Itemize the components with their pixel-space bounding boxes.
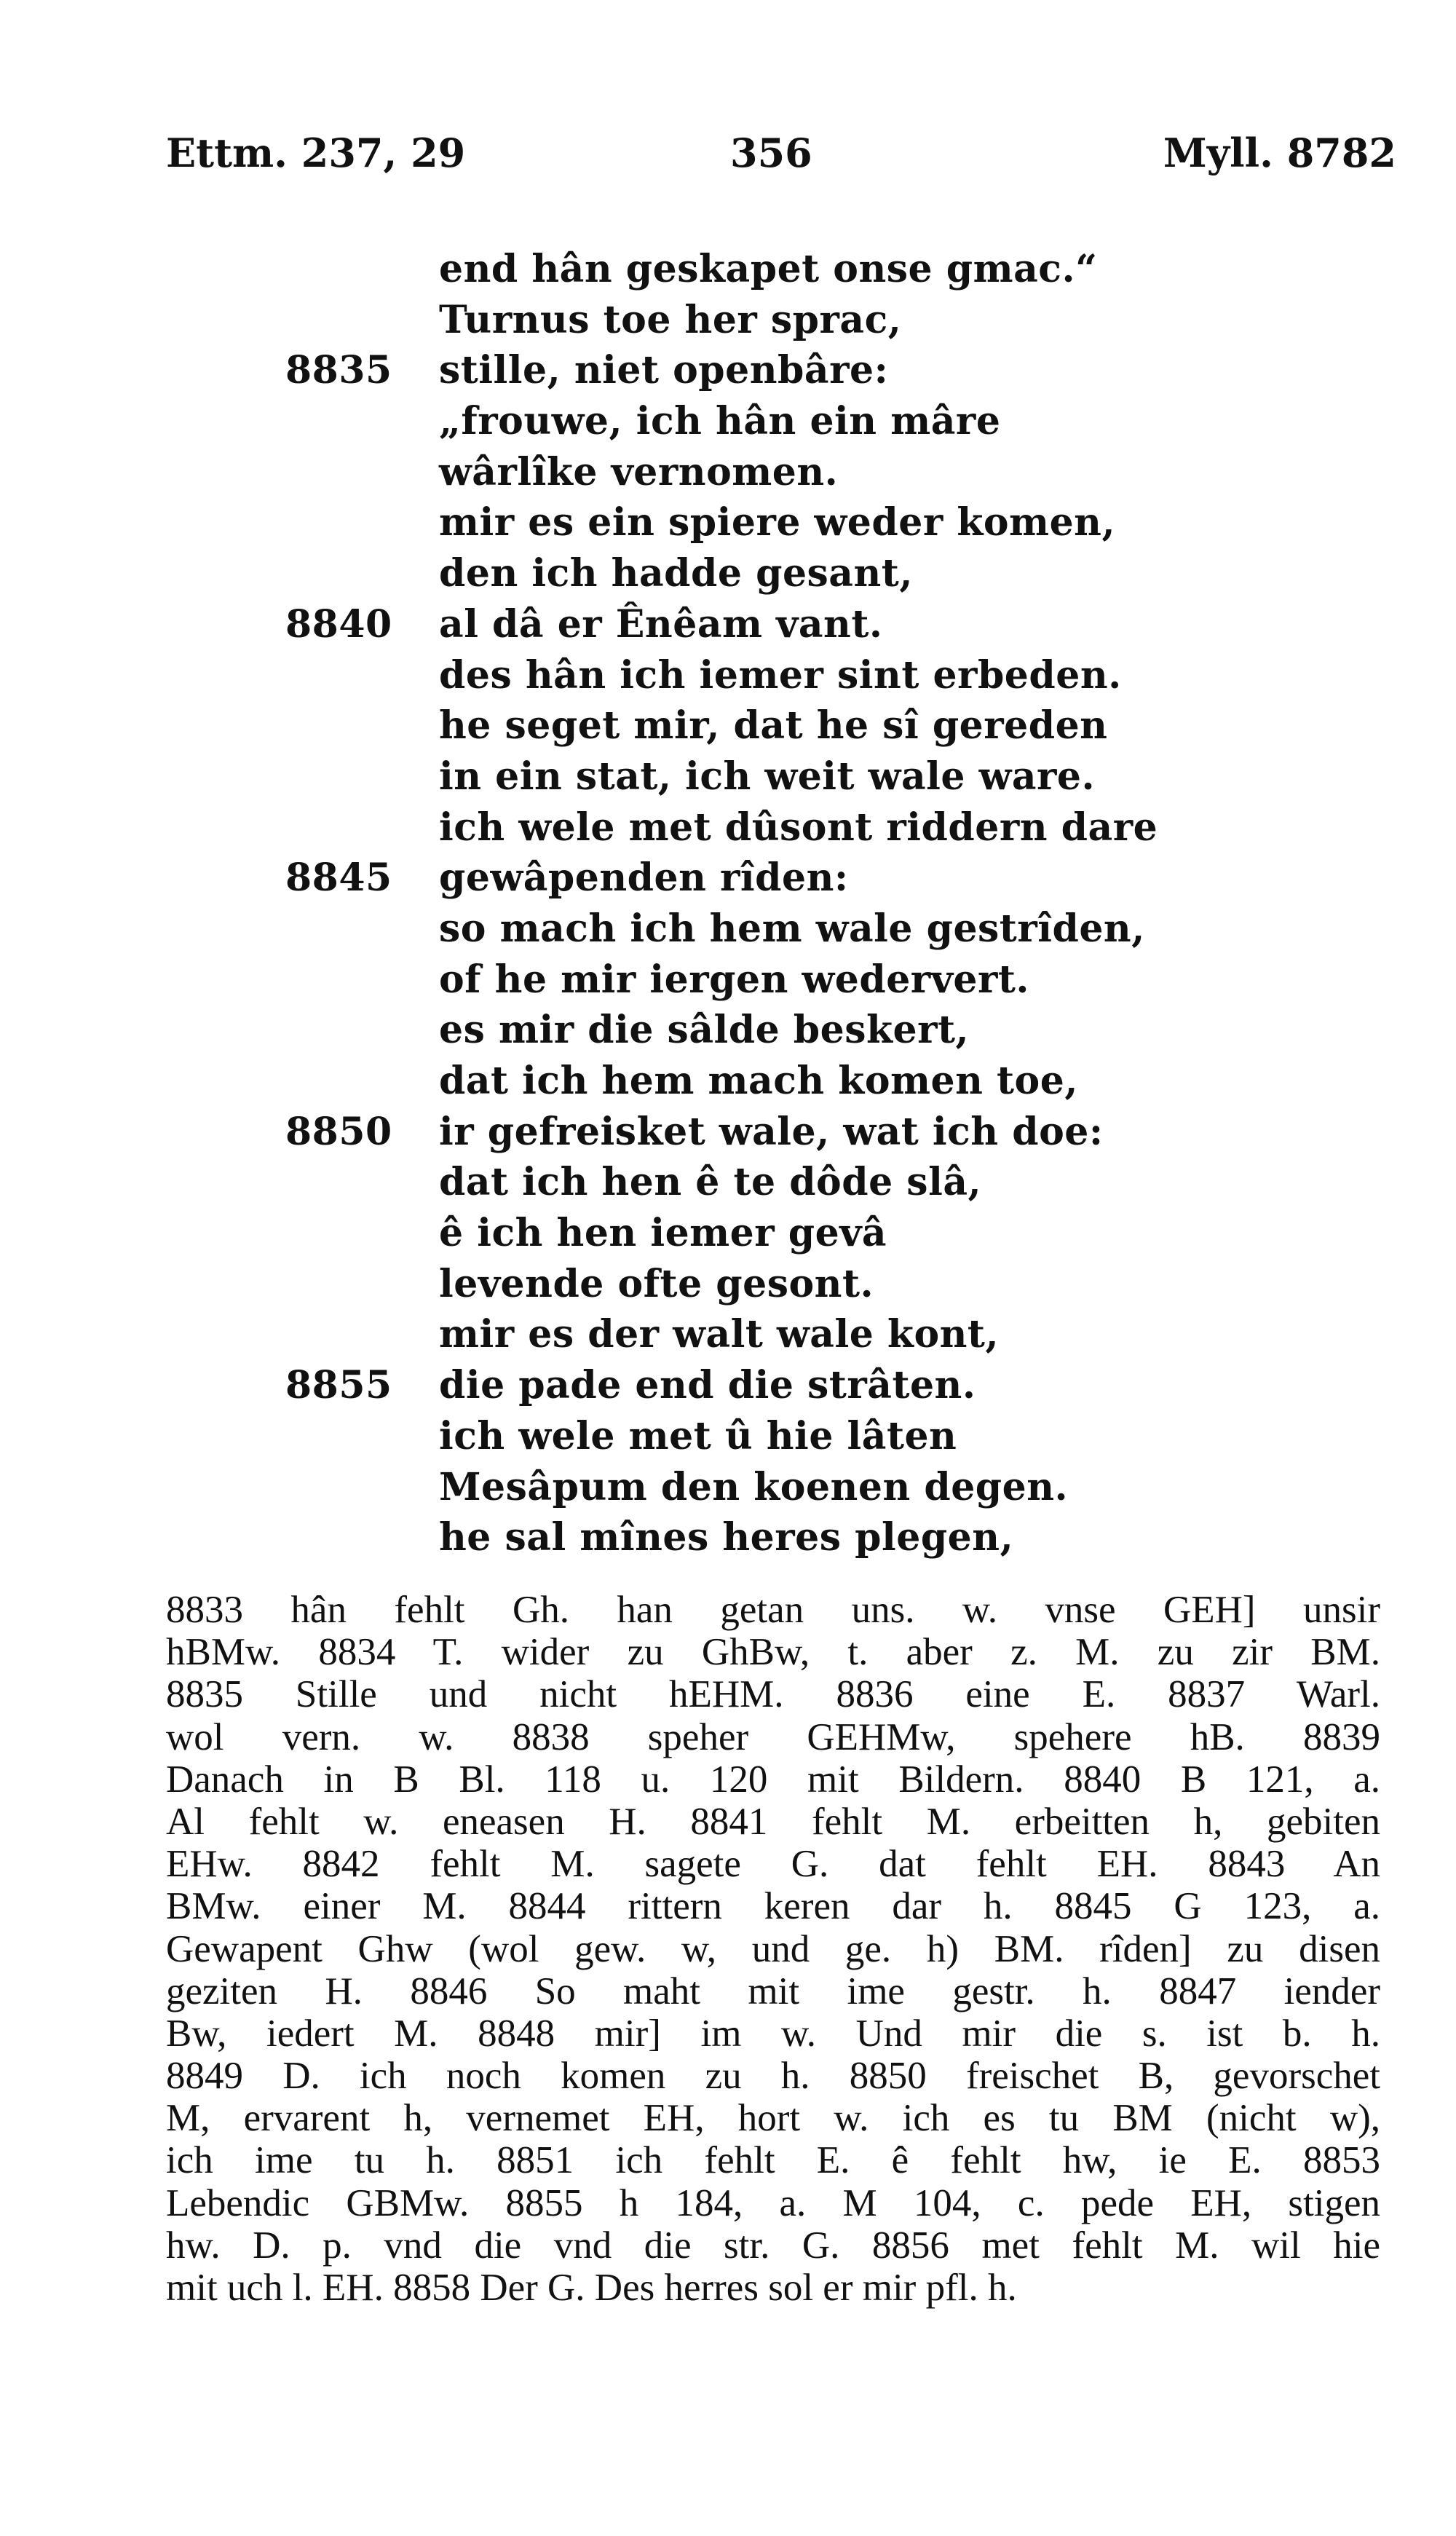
- apparatus-line: Lebendic GBMw. 8855 h 184, a. M 104, c. pede EH, stigen: [166, 2181, 1380, 2224]
- verse-number: 8835: [285, 348, 392, 393]
- apparatus-line: Bw, iedert M. 8848 mir] im w. Und mir die s. ist b. h.: [166, 2012, 1380, 2055]
- header-left-reference: Ettm. 237, 29: [166, 130, 466, 176]
- verse-line: [0, 904, 1456, 955]
- verse-text: „frouwe, ich hân ein mâre: [439, 399, 1001, 444]
- verse-line: [0, 548, 1456, 599]
- verse-line: [0, 599, 1456, 650]
- verse-line: [0, 853, 1456, 904]
- apparatus-line: ich ime tu h. 8851 ich fehlt E. ê fehlt hw, ie E. 8853: [166, 2139, 1380, 2182]
- verse-text: ich wele met û hie lâten: [439, 1413, 957, 1458]
- apparatus-line: hw. D. p. vnd die vnd die str. G. 8856 met fehlt M. wil hie: [166, 2224, 1380, 2267]
- verse-line: [0, 955, 1456, 1006]
- verse-text: end hân geskapet onse gmac.“: [439, 247, 1098, 291]
- apparatus-line: BMw. einer M. 8844 rittern keren dar h. 8845 G 123, a.: [166, 1885, 1380, 1928]
- verse-text: levende ofte gesont.: [439, 1261, 874, 1306]
- verse-text: des hân ich iemer sint erbeden.: [439, 652, 1122, 698]
- verse-line: [0, 1208, 1456, 1259]
- critical-apparatus: [166, 1589, 1380, 2309]
- apparatus-line: 8835 Stille und nicht hEHM. 8836 eine E. 8837 Warl.: [166, 1673, 1380, 1716]
- verse-line: [0, 1462, 1456, 1513]
- verse-text: dat ich hen ê te dôde slâ,: [439, 1160, 982, 1205]
- verse-line: [0, 751, 1456, 802]
- verse-number: 8855: [285, 1363, 392, 1408]
- verse-line: [0, 447, 1456, 498]
- apparatus-line: 8849 D. ich noch komen zu h. 8850 freischet B, gevorschet: [166, 2055, 1380, 2098]
- verse-number: 8845: [285, 856, 392, 901]
- verse-text: mir es ein spiere weder komen,: [439, 500, 1116, 545]
- header-right-reference: Myll. 8782: [1163, 130, 1396, 176]
- verse-text: al dâ er Ênêam vant.: [439, 601, 883, 647]
- apparatus-line: Danach in B Bl. 118 u. 120 mit Bildern. 8840 B 121, a.: [166, 1758, 1380, 1801]
- verse-number: 8840: [285, 601, 392, 647]
- verse-text: of he mir iergen wedervert.: [439, 957, 1030, 1002]
- verse-text: so mach ich hem wale gestrîden,: [439, 906, 1145, 951]
- verse-text: he seget mir, dat he sî gereden: [439, 703, 1108, 748]
- verse-text: he sal mînes heres plegen,: [439, 1515, 1014, 1560]
- verse-text: gewâpenden rîden:: [439, 856, 849, 901]
- running-head: [166, 130, 1396, 195]
- apparatus-line: mit uch l. EH. 8858 Der G. Des herres sol er mir pfl. h.: [166, 2267, 1017, 2309]
- page-number: 356: [730, 130, 812, 176]
- verse-line: [0, 295, 1456, 346]
- verse-line: [0, 700, 1456, 751]
- verse-line: [0, 1157, 1456, 1208]
- verse-text: ich wele met dûsont riddern dare: [439, 805, 1158, 850]
- verse-line: [0, 1107, 1456, 1158]
- apparatus-line: hBMw. 8834 T. wider zu GhBw, t. aber z. M. zu zir BM.: [166, 1631, 1380, 1674]
- apparatus-line: Gewapent Ghw (wol gew. w, und ge. h) BM. rîden] zu disen: [166, 1927, 1380, 1970]
- verse-text: dat ich hem mach komen toe,: [439, 1059, 1078, 1103]
- apparatus-line: M, ervarent h, vernemet EH, hort w. ich es tu BM (nicht w),: [166, 2097, 1380, 2140]
- verse-line: [0, 1005, 1456, 1056]
- verse-line: [0, 1512, 1456, 1563]
- apparatus-line: wol vern. w. 8838 speher GEHMw, spehere hB. 8839: [166, 1715, 1380, 1758]
- verse-text: es mir die sâlde beskert,: [439, 1008, 970, 1053]
- verse-text: ê ich hen iemer gevâ: [439, 1211, 887, 1256]
- verse-text: ir gefreisket wale, wat ich doe:: [439, 1109, 1104, 1154]
- verse-line: [0, 1360, 1456, 1411]
- verse-text: Mesâpum den koenen degen.: [439, 1464, 1069, 1509]
- verse-text: stille, niet openbâre:: [439, 348, 889, 393]
- verse-line: [0, 1309, 1456, 1360]
- verse-text: wârlîke vernomen.: [439, 449, 839, 494]
- apparatus-line: Al fehlt w. eneasen H. 8841 fehlt M. erbeitten h, gebiten: [166, 1800, 1380, 1843]
- verse-text-block: [0, 244, 1456, 1563]
- verse-line: [0, 1056, 1456, 1107]
- verse-line: [0, 345, 1456, 396]
- verse-line: [0, 497, 1456, 548]
- verse-text: mir es der walt wale kont,: [439, 1312, 1000, 1357]
- verse-line: [0, 244, 1456, 295]
- verse-line: [0, 1259, 1456, 1310]
- apparatus-line: EHw. 8842 fehlt M. sagete G. dat fehlt EH. 8843 An: [166, 1843, 1380, 1886]
- verse-text: Turnus toe her sprac,: [439, 297, 902, 342]
- verse-text: den ich hadde gesant,: [439, 551, 913, 596]
- verse-text: in ein stat, ich weit wale ware.: [439, 754, 1096, 799]
- apparatus-line: geziten H. 8846 So maht mit ime gestr. h. 8847 iender: [166, 1970, 1380, 2012]
- verse-line: [0, 650, 1456, 701]
- verse-text: die pade end die strâten.: [439, 1363, 976, 1408]
- verse-line: [0, 396, 1456, 447]
- verse-line: [0, 802, 1456, 853]
- verse-line: [0, 1411, 1456, 1462]
- apparatus-line: 8833 hân fehlt Gh. han getan uns. w. vnse GEH] unsir: [166, 1589, 1380, 1631]
- verse-number: 8850: [285, 1109, 392, 1154]
